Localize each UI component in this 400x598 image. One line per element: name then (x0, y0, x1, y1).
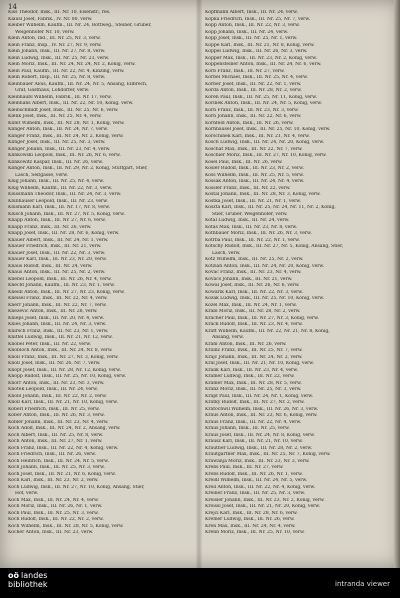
directory-entry: Knauer Albert, Insk., III. Nr. 24, Nr. 1, verw. (8, 237, 109, 243)
directory-entry: Knobel Peter, Insk., III. Nr. 22, verw. (8, 341, 91, 347)
directory-entry: Korschinek Karl, Insk., III. Nr. 21, Nr. 4, verw. (205, 133, 310, 139)
directory-entry: Klenk Josef, Insk., III. Nr. 25, Nr. 4, verw. (8, 114, 102, 119)
directory-entry: Klinkowski Leopold, Insk., III. Nr. 26, Nr. 6, verw. (8, 153, 121, 158)
directory-entry: Stier, Gruber, Weigenhofer, verw. (212, 211, 288, 217)
viewer-label: intranda viewer (335, 580, 390, 588)
directory-entry: Korbel Michael, Insk., III. Nr. 25, Nr. 4, verw. (205, 75, 308, 80)
directory-entry: Krausz Karl, Insk., III. Nr. 21, Nr. 10, verw. (205, 439, 303, 444)
directory-entry: Knaus Rudolf, Insk., III. Nr. 24, verw. (8, 263, 93, 269)
directory-entry: Kren Max, Insk., III. Nr. 24, Nr. 4, verw. (205, 523, 296, 529)
directory-entry: Klüsch Johann, Insk., III. Nr. 27, Nr. 5, Konig, verw. (8, 211, 125, 217)
directory-entry: Klimt Wilhelm, Insk., III. Nr. 28, Nr. 1, Konig, verw. (8, 120, 125, 126)
directory-entry: Kotzian Anton, Insk., III. Nr. 24, Nr. 20, Konig, verw. (205, 263, 325, 269)
directory-entry: Kopp Anton, Insk., III. Nr. 22, Nr. 3, verw. (205, 23, 300, 28)
directory-entry: Koch Franz, Insk., III. Nr. 22, Nr. 4, Konig, verw. (8, 445, 119, 451)
directory-entry: Koch Friedrich, Insk., III. Nr. 26, verw. (8, 452, 97, 457)
directory-entry: Korda Anton, Insk., III. Nr. 28, Nr. 2, verw. (205, 88, 302, 93)
directory-entry: Klein Johann, Insk., III. Nr. 27, Nr. 8, verw. (8, 49, 106, 54)
directory-entry: Knoll Josef, Insk., III. Nr. 26, Nr. 7, verw. (8, 361, 101, 366)
directory-entry: Krahl Anton, Insk., III. Nr. 26, verw. (205, 341, 287, 347)
directory-entry: Kovacs Johann, Insk., III. Nr. 21, verw. (205, 276, 293, 282)
directory-entry: Klunhauser Leopold, Insk., III. Nr. 23, verw. (8, 198, 108, 204)
directory-entry: Lasch, verw. (212, 250, 241, 256)
directory-entry: Knobloch Anton, Insk., III. Nr. 24, Nr. 8, verw. (8, 348, 113, 353)
directory-entry: Kobler Johann, Insk., III. Nr. 23, Nr. 4, verw. (8, 419, 109, 425)
directory-entry: Kopp Josef, Insk., III. Nr. 25, Nr. 1, verw. (205, 36, 298, 41)
directory-entry: Klein Paul, Kaufm., III. Nr. 22, Nr. 4, Kinzing, verw. (8, 68, 125, 74)
directory-entry: Krabl Moriz, Insk., III. Nr. 28, Nr. 2, verw. (205, 309, 301, 314)
directory-entry: Koch Albert, Insk., III. Nr. 25, Nr. 8, verw. (8, 432, 104, 438)
directory-entry: Knopp Rudolf, Insk., III. Nr. 25, Nr. 10, Konig, verw. (8, 374, 127, 379)
directory-entry: Kornfeld Anton, Insk., III. Nr. 26, verw. (205, 120, 294, 126)
directory-entry: Kornhäusel Josef, Insk., III. Nr. 25, Nr. 10, Konig, verw. (205, 127, 331, 132)
directory-entry: Korn Franz, Insk., III. Nr. 23, Nr. 3, verw. (205, 107, 299, 113)
directory-entry: Klussmann Theodor, Insk., III. Nr. 24, Nr. 3, verw. (8, 192, 122, 197)
directory-entry: Kraus Johann, Insk., III. Nr. 25, verw. (205, 426, 290, 431)
directory-entry: Koppel Ludwig, Insk., III. Nr. 26, Nr. 3, verw. (205, 49, 308, 54)
directory-entry: Kossak Anton, Insk., III. Nr. 24, Nr. 4, verw. (205, 179, 305, 184)
directory-entry: Kleinbauer Alois, Kaufm., III. Nr. 24, Nr. 5, Ansang, Ellbrech, (8, 81, 148, 87)
directory-entry: Krautgartner Max, Insk., III. Nr. 25, Nr. 7, Konig, verw. (205, 452, 331, 457)
directory-entry: Klinkowitz Kaspar, Insk., III. Nr. 26, verw. (8, 159, 104, 165)
directory-entry: Klinger Josef, Insk., III. Nr. 25, Nr. 3, verw. (8, 140, 106, 145)
directory-entry: Kostka Josef, Insk., III. Nr. 21, Nr. 1, verw. (205, 198, 301, 204)
directory-entry: Klusmann Karl, Insk., III. Nr. 17, Nr. 8, verw. (8, 205, 110, 210)
directory-entry: Knezevic Anton, Insk., III. Nr. 28, verw. (8, 309, 98, 314)
directory-entry: Krejci Karl, Insk., III. Nr. 28, Nr. 6, verw. (205, 510, 298, 516)
directory-entry: Krebs Rudolf, Insk., III. Nr. 26, Nr. 1, verw. (205, 471, 303, 477)
directory-entry: Kral Josef, Insk., III. Nr. 21, Nr. 10, Konig, verw. (205, 361, 315, 366)
directory-entry: Kreidl Wilhelm, Insk., III. Nr. 24, Nr. 5, verw. (205, 478, 308, 483)
directory-entry: Koch Max, Insk., III. Nr. 24, Nr. 4, verw. (8, 497, 99, 503)
directory-entry: Knebel Leopold, Insk., III. Nr. 26, Nr. 4, verw. (8, 276, 112, 282)
directory-entry: Knorr Anton, Insk., III. Nr. 23, Nr. 3, verw. (8, 380, 105, 386)
directory-entry: Kratky Rudolf, Insk., III. Nr. 27, Nr. 2, verw. (205, 400, 305, 405)
library-logo[interactable] (8, 571, 47, 589)
directory-entry: Kopp Johann, Insk., III. Nr. 24, verw. (205, 29, 289, 35)
directory-entry: Kleinhaubl Wilhelm, Fabrik., III. Nr. 17, verw. (8, 94, 112, 100)
directory-entry: Krainz Franz, Insk., III. Nr. 25, Nr. 7, verw. (205, 348, 303, 353)
directory-entry: Kleinschmidt Josef, Insk., III. Nr. 25, Nr. 6, verw. (8, 107, 119, 113)
directory-entry: Koch Josef, Insk., III. Nr. 21, Nr. 6, Konig, verw. (8, 471, 116, 477)
directory-entry: Koch Rudolf, Insk., III. Nr. 22, Nr. 2, verw. (8, 517, 104, 522)
directory-entry: Klausl Josef, Fabrik., IV. Nr. 80, verw. (8, 16, 93, 22)
directory-entry: Koren Paul, Insk., III. Nr. 25, Nr. 11, Konig, verw. (205, 94, 317, 100)
directory-entry: Knöbl Johann, Insk., III. Nr. 22, Nr. 2, verw. (8, 393, 107, 399)
directory-entry: Knieps Josef, Insk., III. Nr. 20, Nr. 4, verw. (8, 315, 105, 321)
directory-entry: Klug Wilhelm, Kaufm., III. Nr. 22, Nr. 3, verw. (8, 185, 113, 191)
directory-entry: Kosler Rudolf, Insk., III. Nr. 23, Nr. 2, verw. (205, 166, 304, 171)
directory-entry: Krawanja Moriz, Insk., III. Nr. 23, Nr. 3, verw. (205, 458, 310, 464)
directory-entry: Kreisler Johann, Insk., III. Nr. 23, Nr. 2, Konig, verw. (205, 497, 325, 503)
directory-entry: Koppensteiner Anton, Insk., III. Nr. 24, Nr. 6, verw. (205, 62, 322, 67)
directory-entry: Kreissl Josef, Insk., III. Nr. 21, Nr. 20, Konig, verw. (205, 504, 321, 509)
directory-entry: Knauer Josef, Insk., III. Nr. 22, Nr. 3, verw. (8, 250, 106, 256)
directory-entry: Kremer Ludwig, Insk., III. Nr. 26, verw. (205, 517, 295, 522)
directory-entry: Kralik Karl, Insk., III. Nr. 23, Nr. 4, verw. (205, 367, 298, 373)
directory-entry: Kotal Ludwig, Insk., III. Nr. 24, verw. (205, 218, 290, 223)
directory-entry: Knerr Johann, Insk., III. Nr. 22, Nr. 7, verw. (8, 302, 107, 308)
directory-entry: Knapp Josef, Insk., III. Nr. 28, Nr. 6, Konig, verw. (8, 231, 120, 236)
directory-entry: Kozel Max, Insk., III. Nr. 24, Nr. 1, verw. (205, 302, 297, 308)
page-gutter (196, 0, 202, 568)
directory-entry: Kraus Franz, Insk., III. Nr. 22, Nr. 4, verw. (205, 419, 302, 425)
directory-entry: Koch Adolf, Insk., III. Nr. 24, Nr. 2, Ansang, verw. (8, 426, 121, 431)
directory-entry: Klein Robert, Insp., III. Nr. 25, Nr. 8, verw. (8, 75, 106, 80)
directory-entry: Krajc Johann, Insk., III. Nr. 24, Nr. 2, verw. (205, 354, 303, 360)
directory-entry: Knauer Friedrich, Insk., III. Nr. 21, verw. (8, 244, 102, 249)
directory-entry: Kopfmann Albert, Insk., III. Nr. 24, verw. (205, 10, 298, 15)
left-column (8, 10, 194, 537)
directory-entry: Koch Paul, Insk., III. Nr. 25, Nr. 3, verw. (8, 510, 99, 516)
directory-entry: Graf, Gasthaus, Lohdorfer, verw. (15, 88, 90, 93)
directory-entry: Kotz Wilhelm, Insk., III. Nr. 25, Nr. 2, verw. (205, 257, 304, 262)
directory-entry: Klinger Franz, Insk., III. Nr. 24, Nr. 2, Konig, verw. (8, 133, 124, 139)
directory-entry: Kowarik Karl, Insk., III. Nr. 22, Nr. 3, verw. (205, 289, 303, 295)
directory-entry: Kreil Anton, Insk., III. Nr. 22, Nr. 4, Konig, verw. (205, 484, 316, 490)
directory-entry: Koss Wilhelm, Insk., III. Nr. 25, Nr. 5, verw. (205, 172, 304, 178)
directory-entry: Knopf Josef, Insk., III. Nr. 28, Nr. 12, Konig, verw. (8, 367, 121, 373)
directory-entry: Kosch Ludwig, Insk., III. Nr. 24, Nr. 20, Konig, verw. (205, 140, 325, 145)
directory-entry: Klein Moriz, Insk., III. Nr. 24, Nr. 24, Nr. 2, Konig, verw. (8, 62, 136, 67)
directory-entry: Knittel Ludwig, Insk., III. Nr. 21, Nr. 12, verw. (8, 335, 113, 340)
directory-entry: Koch Ludwig, Insk., III. Nr. 27, Nr. 10, Konig, Ansang, Stier, (8, 484, 145, 490)
right-column (205, 10, 391, 537)
directory-entry: Koch Anton, Insk., III. Nr. 27, Nr. 1, verw. (8, 439, 103, 444)
directory-entry: Kostal Johann, Insk., III. Nr. 28, Nr. 3, Konig, verw. (205, 192, 321, 197)
directory-entry: Koppe Karl, Insk., III. Nr. 21, Nr. 8, Konig, verw. (205, 42, 315, 48)
directory-entry: Korb Franz, Insk., III. Nr. 27, verw. (205, 68, 285, 74)
directory-entry: Krebs Paul, Insk., III. Nr. 27, verw. (205, 465, 284, 470)
directory-entry: Knoll Franz, Insk., III. Nr. 27, Nr. 3, Konig, verw. (8, 354, 119, 360)
directory-entry: Kranz Moriz, Insk., III. Nr. 25, Nr. 3, verw. (205, 387, 302, 392)
logo-line-2: bibliothek (8, 580, 48, 589)
directory-entry: Knauer Karl, Insk., III. Nr. 23, Nr. 20, verw. (8, 257, 107, 262)
directory-entry: Kozak Ludwig, Insk., III. Nr. 25, Nr. 10, Konig, verw. (205, 296, 325, 301)
logo-mark: oö (8, 571, 19, 580)
directory-entry: Kraus Anton, Insk., III. Nr. 23, Nr. 6, Konig, verw. (205, 413, 318, 418)
directory-entry: Klein Franz, Insp., IV. Nr. 27, Nr. 9, verw. (8, 42, 102, 48)
directory-entry: Kraft Wilhelm, Kaufm., III. Nr. 22, Nr. 21, Nr. 8, Konig, (205, 328, 330, 334)
directory-entry: Kothbauer Moriz, Insk., III. Nr. 26, Nr. 3, verw. (205, 231, 312, 236)
directory-entry: Krapf Paul, Insk., III. Nr. 24, Nr. 1, Konig, verw. (205, 393, 314, 399)
directory-entry: Kopka Friedrich, Insk., III. Nr. 25, Nr. 7, verw. (205, 16, 311, 22)
directory-entry: Korber Josef, Insk., III. Nr. 22, Nr. 1, verw. (205, 81, 302, 87)
directory-entry: Ansang, verw. (212, 335, 244, 340)
directory-entry: Kneidl Anton, Insk., III. Nr. 27, Nr. 23, Konig, verw. (8, 289, 125, 295)
directory-entry: Koch Karl, Insk., III. Nr. 23, Nr. 2, verw. (8, 478, 99, 483)
directory-entry: Knapp Anton, Insk., III. Nr. 27, Nr. 6, verw. (8, 218, 106, 223)
directory-entry: Weigenhofer Nr. 10, verw. (15, 29, 75, 35)
directory-entry: Knecht Johann, Kaufm., III. Nr. 23, Nr. 1, verw. (8, 283, 115, 288)
directory-entry: Kocher Anton, Insk., III. Nr. 23, verw. (8, 530, 94, 535)
directory-entry: Kober Anton, Insk., III. Nr. 26, Nr. 3, verw. (8, 413, 105, 418)
directory-entry: Knöll Karl, Insk., III. Nr. 21, Nr. 10, Konig, verw. (8, 400, 118, 405)
directory-entry: Lasch, Seitgasse, verw. (15, 172, 69, 178)
directory-entry: Knaus Anton, Insk., III. Nr. 25, Nr. 2, verw. (8, 270, 106, 275)
directory-entry: Krack Rudolf, Insk., III. Nr. 23, Nr. 4, verw. (205, 322, 303, 327)
directory-entry: Kracher Paul, Insk., III. Nr. 27, Nr. 3, Konig, verw. (205, 315, 319, 321)
page-edge (394, 0, 400, 568)
directory-entry: Koberl Friedrich, Insk., III. Nr. 25, verw. (8, 406, 100, 412)
directory-entry: Knapp Franz, Insk., III. Nr. 26, verw. (8, 224, 92, 230)
directory-entry: Knies Johann, Insk., III. Nr. 24, Nr. 3, verw. (8, 322, 107, 327)
directory-entry: Hof, verw. (15, 491, 39, 496)
directory-entry: Klug Johann, Insk., III. Nr. 25, Nr. 4, verw. (8, 179, 105, 184)
directory-entry: Klein Ludwig, Insk., III. Nr. 25, Nr. 23, verw. (8, 55, 110, 61)
directory-entry: Kopper Max, Insk., III. Nr. 23, Nr. 2, Konig, verw. (205, 55, 317, 61)
directory-entry: Knirsch Franz, Insk., III. Nr. 23, Nr. 1, verw. (8, 328, 109, 334)
directory-entry: Kratochwil Wilhelm, Insk., III. Nr. 26, Nr. 3, verw. (205, 406, 319, 412)
directory-entry: Klinger Johann, Insk., III. Nr. 23, Nr. 4, verw. (8, 146, 111, 152)
directory-entry: Kramer Ludwig, Insk., III. Nr. 22, verw. (205, 374, 295, 379)
directory-entry: Korn Johann, Insk., III. Nr. 22, Nr. 6, verw. (205, 114, 302, 119)
directory-entry: Kraus Josef, Insk., III. Nr. 24, Nr. 8, Konig, verw. (205, 432, 315, 438)
directory-entry: Kleinhans Albert, Insk., III. Nr. 22, Nr. 10, Konig, verw. (8, 101, 134, 106)
directory-entry: Kotschy Rudolf, Insk., III. Nr. 27, Nr. 5, Konig, Ansang, Stier, (205, 244, 344, 249)
directory-entry: Kovac Franz, Insk., III. Nr. 23, Nr. 4, verw. (205, 270, 302, 275)
directory-entry: Kiss Theodor, Insk., III. Nr. 10, Eisenstr., res. (8, 10, 111, 15)
directory-entry: Kossler Franz, Insk., III. Nr. 22, verw. (205, 185, 291, 191)
logo-line-1: landes (21, 571, 48, 580)
directory-entry: Klein Anton, Ind., III. Nr. 25, Nr. 3, verw. (8, 36, 101, 41)
directory-entry: Korinek Anton, Insk., III. Nr. 24, Nr. 5, Konig, verw. (205, 101, 322, 106)
directory-entry: Klinger Anton, Insk., III. Nr. 24, Nr. 7, verw. (8, 127, 108, 132)
page-number: 14 (8, 3, 17, 11)
directory-entry: Kowal Josef, Insk., III. Nr. 26, Nr. 6, verw. (205, 283, 300, 288)
directory-entry: Koch Johann, Insk., III. Nr. 25, Nr. 3, verw. (8, 465, 105, 470)
directory-entry: Kramer Max, Insk., III. Nr. 28, Nr. 5, verw. (205, 380, 302, 386)
directory-entry: Knotek Leopold, Insk., III. Nr. 24, verw. (8, 387, 98, 392)
directory-entry: Koch Moriz, Insk., III. Nr. 26, Nr. 1, verw. (8, 504, 103, 509)
directory-entry: Koschier Moriz, Insk., III. Nr. 27, Nr. 10, Konig, verw. (205, 153, 327, 158)
directory-entry: Klinger Anton, Insk., III. Nr. 29, Nr. 2, Konig, Stuttgart, Stier, (8, 166, 148, 171)
directory-entry: Kreiner Franz, Insk., III. Nr. 25, Nr. 3, verw. (205, 491, 306, 496)
directory-entry: Kotrba Paul, Insk., III. Nr. 22, Nr. 1, verw. (205, 237, 300, 243)
directory-entry: Krenn Moriz, Insk., III. Nr. 25, Nr. 10, verw. (205, 530, 305, 535)
directory-entry: Krautner Ludwig, Insk., III. Nr. 28, Nr. 2, verw. (205, 445, 313, 451)
directory-entry: Koch Wilhelm, Insk., III. Nr. 28, Nr. 5, Konig, verw. (8, 523, 124, 529)
directory-entry: Koch Heinrich, Insk., III. Nr. 24, Nr. 5, verw. (8, 458, 109, 464)
directory-entry: Kneisel Franz, Insk., III. Nr. 22, Nr. 4, verw. (8, 296, 108, 301)
directory-entry: Koschat Max, Insk., III. Nr. 22, Nr. 7, verw. (205, 146, 303, 152)
directory-entry: Koszta Karl, Insk., III. Nr. 25, Nr. 24, Nr. 11, Nr. 2, Konig, (205, 205, 336, 210)
directory-entry: Kotas Max, Insk., III. Nr. 23, Nr. 8, verw. (205, 224, 298, 230)
directory-entry: Kleiber Wilhelm, Kaufm., III. Nr. 24, Rottweg., Steiner, Gruber, (8, 23, 152, 28)
directory-entry: Kosel Paul, Insk., III. Nr. 26, verw. (205, 159, 283, 165)
